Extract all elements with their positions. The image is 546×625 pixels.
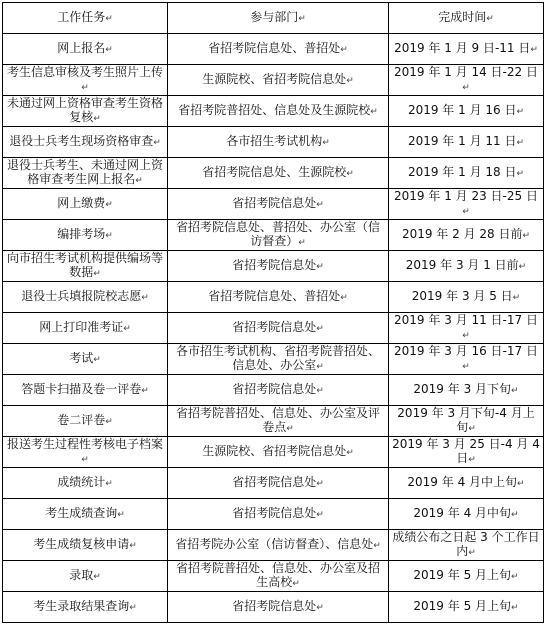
cell-task: 考生成绩复核申请↵ xyxy=(3,530,168,561)
cell-dept: 省招考院信息处↵ xyxy=(168,251,389,282)
cell-time: 2019 年 3 月 25 日-4 月 4 日↵ xyxy=(389,437,544,468)
cell-time: 2019 年 4 月中上旬↵ xyxy=(389,468,544,499)
table-row xyxy=(3,34,544,65)
table-row xyxy=(3,375,544,406)
cell-dept: 省招考院信息处、普招处↵ xyxy=(168,282,389,313)
table-row xyxy=(3,592,544,623)
table-row xyxy=(3,437,544,468)
table-row xyxy=(3,251,544,282)
table-row xyxy=(3,96,544,127)
cell-dept: 省招考院信息处↵ xyxy=(168,375,389,406)
cell-time: 2019 年 3 月下旬-4 月上旬↵ xyxy=(389,406,544,437)
table-row xyxy=(3,313,544,344)
cell-task: 录取↵ xyxy=(3,561,168,592)
table-row xyxy=(3,189,544,220)
cell-dept: 省招考院办公室（信访督查）、信息处↵ xyxy=(168,530,389,561)
table-row xyxy=(3,468,544,499)
cell-time: 2019 年 5 月上旬↵ xyxy=(389,592,544,623)
cell-dept: 省招考院信息处、生源院校↵ xyxy=(168,158,389,189)
cell-task: 卷二评卷↵ xyxy=(3,406,168,437)
cell-task: 答题卡扫描及卷一评卷↵ xyxy=(3,375,168,406)
cell-task: 退役士兵填报院校志愿↵ xyxy=(3,282,168,313)
cell-dept: 省招考院信息处↵ xyxy=(168,468,389,499)
table-row xyxy=(3,158,544,189)
header-task: 工作任务↵ xyxy=(3,3,168,34)
table-row xyxy=(3,406,544,437)
cell-dept: 各市招生考试机构↵ xyxy=(168,127,389,158)
cell-time: 2019 年 1 月 11 日↵ xyxy=(389,127,544,158)
cell-task: 网上打印准考证↵ xyxy=(3,313,168,344)
cell-dept: 省招考院信息处↵ xyxy=(168,499,389,530)
cell-time: 2019 年 3 月 5 日↵ xyxy=(389,282,544,313)
cell-dept: 省招考院普招处、信息处及生源院校↵ xyxy=(168,96,389,127)
table-row xyxy=(3,530,544,561)
cell-task: 考生成绩查询↵ xyxy=(3,499,168,530)
cell-task: 向市招生考试机构提供编场等数据↵ xyxy=(3,251,168,282)
cell-task: 未通过网上资格审查考生资格复核↵ xyxy=(3,96,168,127)
cell-time: 成绩公布之日起 3 个工作日内↵ xyxy=(389,530,544,561)
cell-time: 2019 年 1 月 14 日-22 日↵ xyxy=(389,65,544,96)
table-row xyxy=(3,499,544,530)
table-row xyxy=(3,561,544,592)
cell-task: 报送考生过程性考核电子档案↵ xyxy=(3,437,168,468)
cell-task: 网上报名↵ xyxy=(3,34,168,65)
cell-time: 2019 年 3 月下旬↵ xyxy=(389,375,544,406)
cell-task: 退役士兵考生、未通过网上资格审查考生网上报名↵ xyxy=(3,158,168,189)
table-row xyxy=(3,282,544,313)
cell-dept: 省招考院信息处↵ xyxy=(168,592,389,623)
cell-task: 考生录取结果查询↵ xyxy=(3,592,168,623)
table-row xyxy=(3,65,544,96)
table-row xyxy=(3,220,544,251)
cell-time: 2019 年 3 月 1 日前↵ xyxy=(389,251,544,282)
header-time: 完成时间↵ xyxy=(389,3,544,34)
cell-task: 编排考场↵ xyxy=(3,220,168,251)
cell-dept: 各市招生考试机构、省招考院普招处、信息处、办公室↵ xyxy=(168,344,389,375)
header-dept: 参与部门↵ xyxy=(168,3,389,34)
cell-dept: 省招考院信息处↵ xyxy=(168,189,389,220)
cell-dept: 省招考院普招处、信息处、办公室及评卷点↵ xyxy=(168,406,389,437)
cell-time: 2019 年 4 月中旬↵ xyxy=(389,499,544,530)
cell-dept: 省招考院信息处、普招处↵ xyxy=(168,34,389,65)
cell-task: 成绩统计↵ xyxy=(3,468,168,499)
cell-dept: 省招考院普招处、信息处、办公室及招生高校↵ xyxy=(168,561,389,592)
cell-dept: 省招考院信息处、普招处、办公室（信访督查）↵ xyxy=(168,220,389,251)
cell-task: 考试↵ xyxy=(3,344,168,375)
cell-task: 退役士兵考生现场资格审查↵ xyxy=(3,127,168,158)
cell-dept: 省招考院信息处↵ xyxy=(168,313,389,344)
cell-time: 2019 年 2 月 28 日前↵ xyxy=(389,220,544,251)
cell-time: 2019 年 3 月 11 日-17 日↵ xyxy=(389,313,544,344)
table-row xyxy=(3,344,544,375)
cell-dept: 生源院校、省招考院信息处↵ xyxy=(168,65,389,96)
cell-time: 2019 年 1 月 16 日↵ xyxy=(389,96,544,127)
cell-task: 考生信息审核及考生照片上传↵ xyxy=(3,65,168,96)
header-row xyxy=(3,3,544,34)
table-row xyxy=(3,127,544,158)
cell-time: 2019 年 1 月 23 日-25 日↵ xyxy=(389,189,544,220)
cell-time: 2019 年 1 月 18 日↵ xyxy=(389,158,544,189)
schedule-table xyxy=(2,2,544,623)
cell-time: 2019 年 5 月上旬↵ xyxy=(389,561,544,592)
cell-task: 网上缴费↵ xyxy=(3,189,168,220)
cell-time: 2019 年 1 月 9 日-11 日↵ xyxy=(389,34,544,65)
table-body xyxy=(3,34,544,623)
cell-dept: 生源院校、省招考院信息处↵ xyxy=(168,437,389,468)
cell-time: 2019 年 3 月 16 日-17 日↵ xyxy=(389,344,544,375)
